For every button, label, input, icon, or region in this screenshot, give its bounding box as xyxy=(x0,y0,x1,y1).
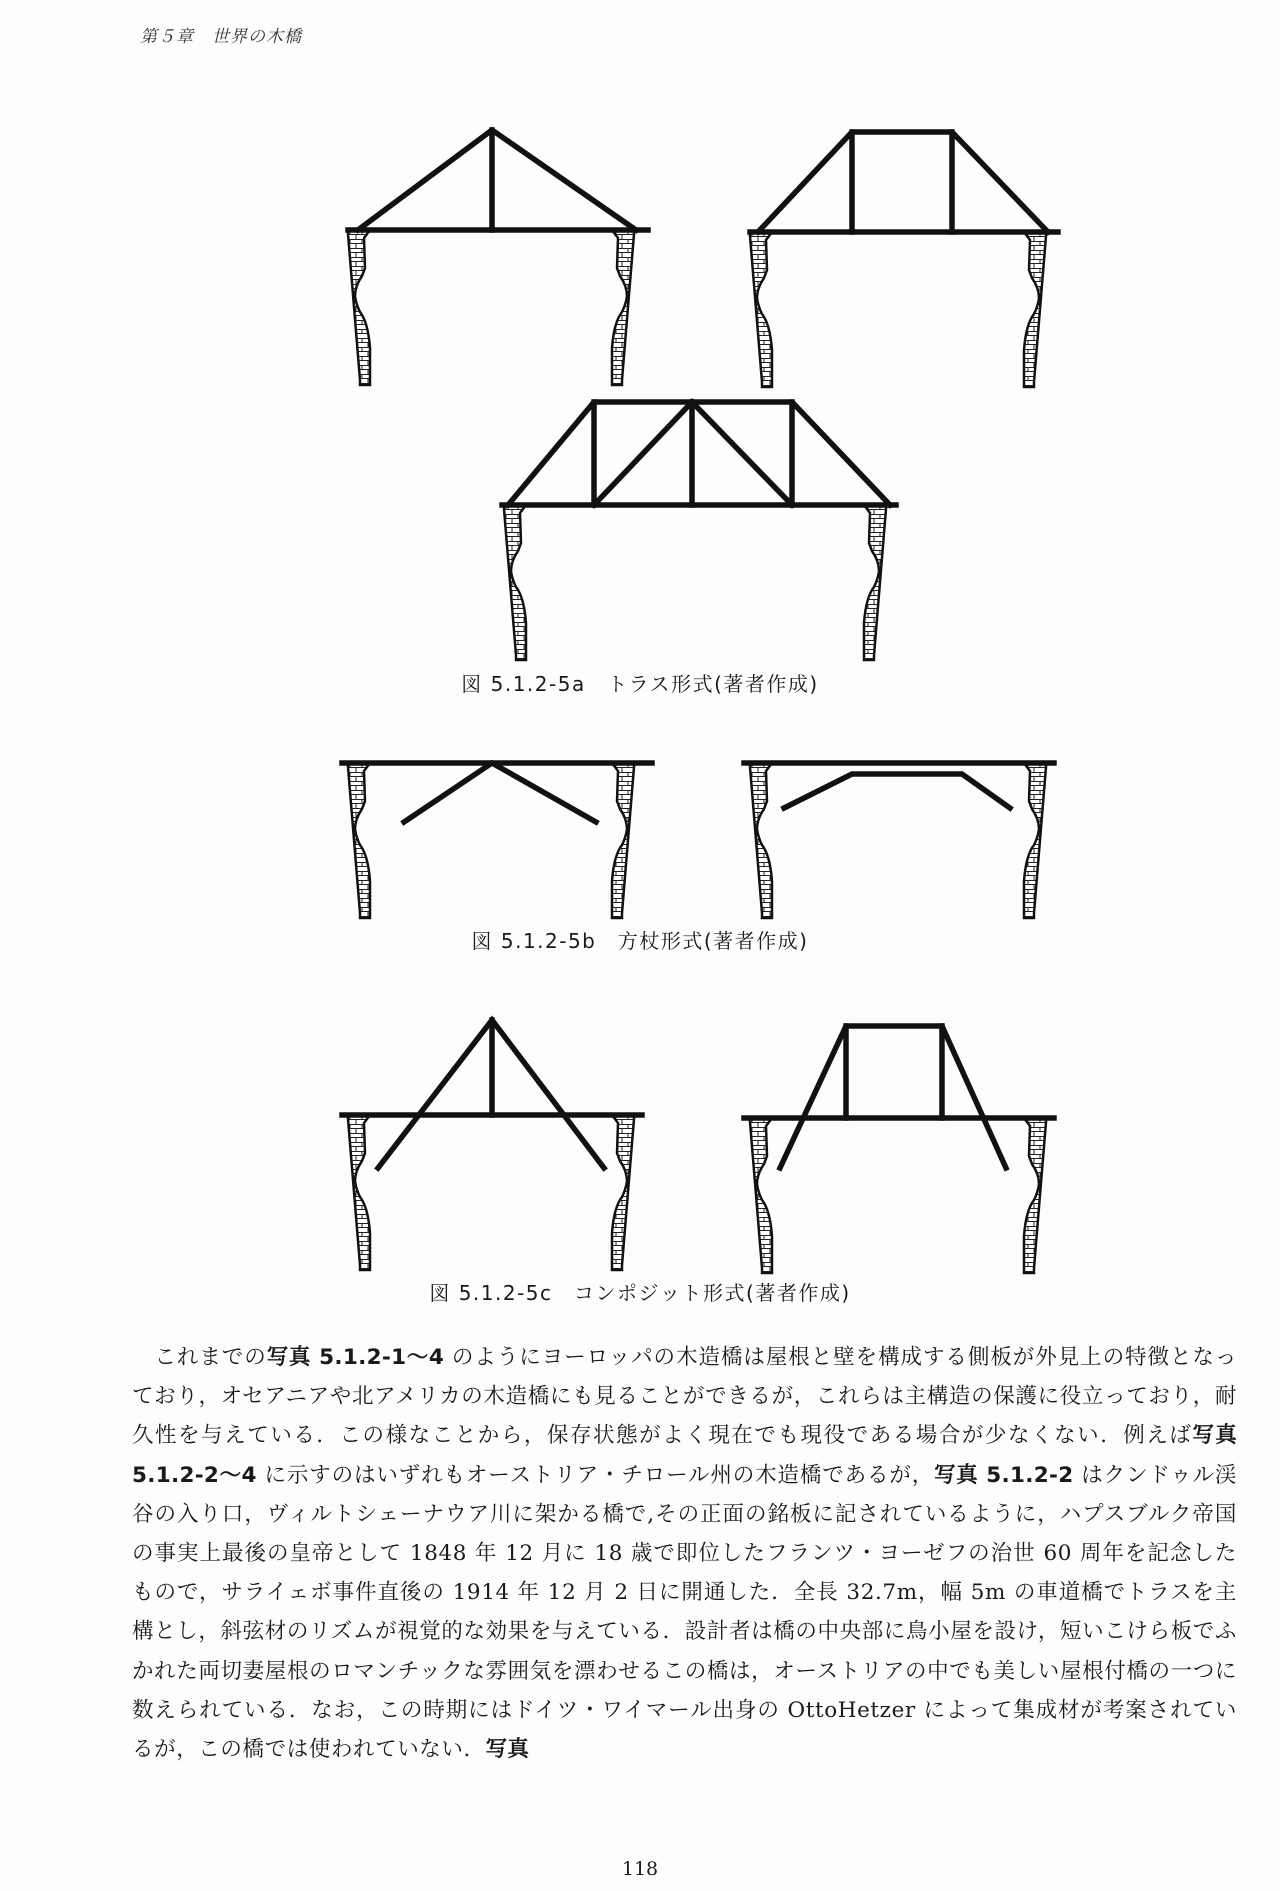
running-head: 第５章 世界の木橋 xyxy=(140,27,302,47)
photo-reference: 写真 5.1.2-2～4 xyxy=(132,1423,1237,1488)
bridge-strut-queen xyxy=(744,763,1054,918)
photo-reference: 写真 5.1.2-2 xyxy=(934,1462,1074,1488)
bridge-kingpost-truss xyxy=(348,130,648,385)
figure-caption-5c: 図 5.1.2-5c コンポジット形式(著者作成) xyxy=(429,1281,851,1305)
figure-caption-5a: 図 5.1.2-5a トラス形式(著者作成) xyxy=(461,672,819,696)
figure-caption-5b: 図 5.1.2-5b 方杖形式(著者作成) xyxy=(471,929,809,953)
bridge-howe-truss xyxy=(502,402,896,660)
photo-reference: 写真 xyxy=(485,1737,530,1763)
page-number: 118 xyxy=(621,1858,659,1880)
text-run: に示すのはいずれもオーストリア・チロール州の木造橋であるが， xyxy=(256,1462,935,1488)
body-paragraph xyxy=(132,1338,1237,1769)
text-run: のようにヨーロッパの木造橋は屋根と壁を構成する側板が外見上の特徴となっており，オセアニアや北アメリカの木造橋にも見ることができるが，これらは主構造の保護に役立っており，耐久性を与えている．この様なことから，保存状態がよく現在でも現役である場合が少なくない．例えば xyxy=(132,1345,1237,1449)
bridge-queenpost-truss xyxy=(750,132,1058,387)
bridge-strut-simple xyxy=(342,763,652,918)
bridge-composite-kingpost xyxy=(342,1020,642,1270)
text-run: これまでの xyxy=(154,1345,267,1370)
bridge-composite-queenpost xyxy=(744,1026,1054,1273)
photo-reference: 写真 5.1.2-1～4 xyxy=(266,1345,445,1370)
text-run: はクンドゥル渓谷の入り口，ヴィルトシェーナウア川に架かる橋で,その正面の銘板に記されているように，ハプスブルク帝国の事実上最後の皇帝として 1848 年 12 月に 18 歳で即位したフランツ・ヨーゼフの治世 60 周年を記念したもので，サライェボ事件直後の 1914 年 12 月 2 日に開通した．全長 32.7m，幅 5m の車道橋でトラスを主構とし，斜弦材のリズムが視覚的な効果を与えている．設計者は橋の中央部に鳥小屋を設け，短いこけら板でふかれた両切妻屋根のロマンチックな雰囲気を漂わせるこの橋は，オーストリアの中でも美しい屋根付橋の一つに数えられている．なお，この時期にはドイツ・ワイマール出身の OttoHetzer によって集成材が考案されているが，この橋では使われていない． xyxy=(132,1462,1237,1763)
